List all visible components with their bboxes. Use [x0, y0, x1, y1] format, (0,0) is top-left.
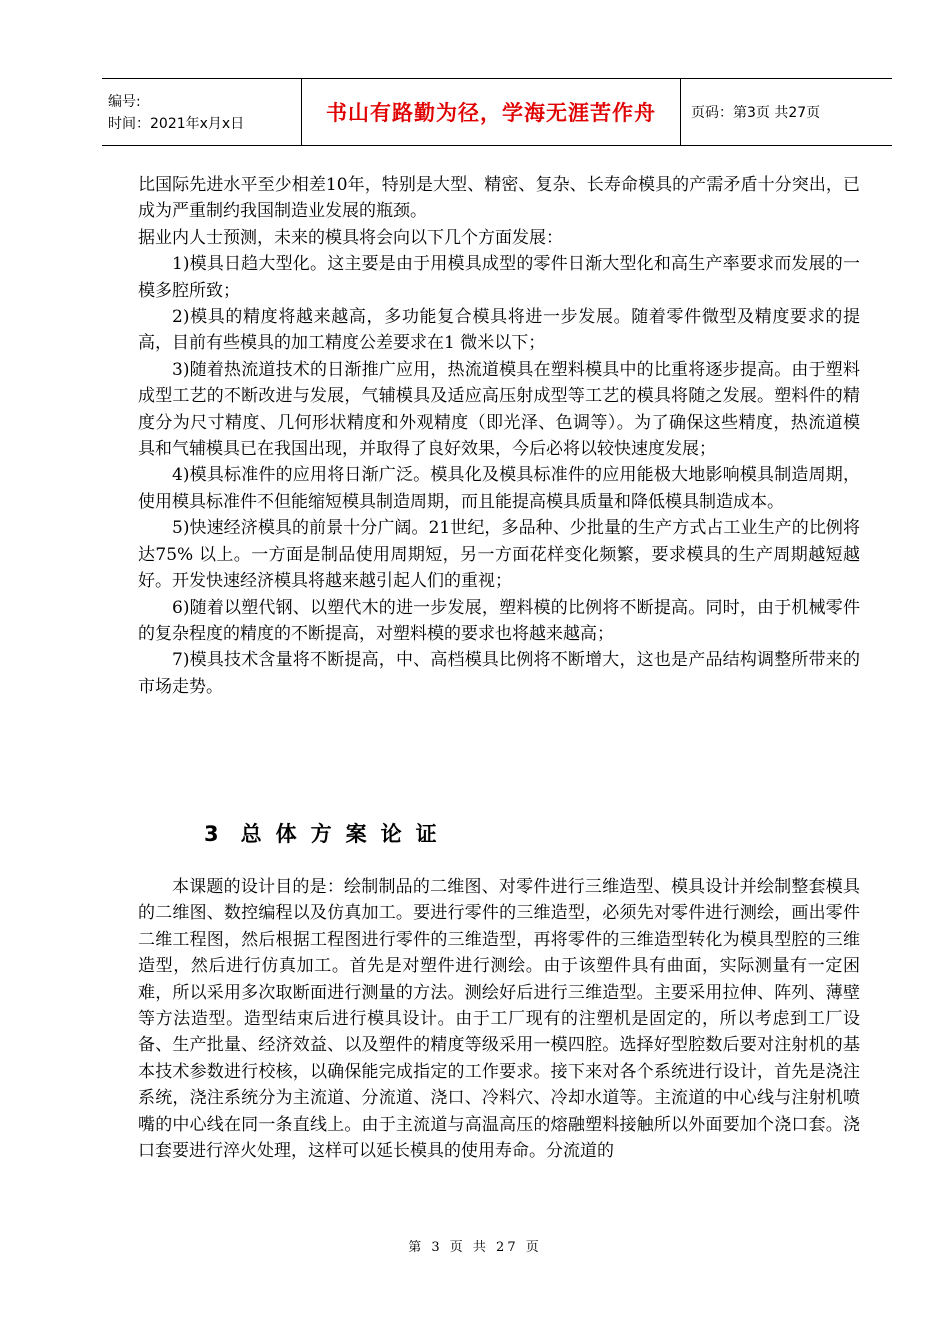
- time-label: 时间：2021年x月x日: [108, 116, 245, 132]
- list-item-paragraph: 1)模具日趋大型化。这主要是由于用模具成型的零件日渐大型化和高生产率要求而发展的一模多腔所致；: [138, 254, 860, 301]
- list-item-paragraph: 4)模具标准件的应用将日渐广泛。模具化及模具标准件的应用能极大地影响模具制造周期，使用模具标准件不但能缩短模具制造周期，而且能提高模具质量和降低模具制造成本。: [138, 465, 860, 512]
- list-item-paragraph: 7)模具技术含量将不断提高，中、高档模具比例将不断增大，这也是产品结构调整所带来的市场走势。: [138, 650, 860, 697]
- paragraph: 本课题的设计目的是：绘制制品的二维图、对零件进行三维造型、模具设计并绘制整套模具的二维图、数控编程以及仿真加工。要进行零件的三维造型，必须先对零件进行测绘，画出零件二维工程图，然后根据工程图进行零件的三维造型，再将零件的三维造型转化为模具型腔的三维造型，然后进行仿真加工。首先是对塑件进行测绘。由于该塑件具有曲面，实际测量有一定困难，所以采用多次取断面进行测量的方法。测绘好后进行三维造型。主要采用拉伸、阵列、薄壁等方法造型。造型结束后进行模具设计。由于工厂现有的注塑机是固定的，所以考虑到工厂设备、生产批量、经济效益、以及塑件的精度等级采用一模四腔。选择好型腔数后要对注射机的基本技术参数进行校核，以确保能完成指定的工作要求。接下来对各个系统进行设计，首先是浇注系统，浇注系统分为主流道、分流道、浇口、冷料穴、冷却水道等。主流道的中心线与注射机喷嘴的中心线在同一条直线上。由于主流道与高温高压的熔融塑料接触所以外面要加个浇口套。浇口套要进行淬火处理，这样可以延长模具的使用寿命。分流道的: [138, 877, 860, 1162]
- body-text: [138, 172, 860, 700]
- section-heading: [204, 818, 451, 848]
- section-body: [138, 874, 860, 1164]
- list-item-paragraph: 2)模具的精度将越来越高，多功能复合模具将进一步发展。随着零件微型及精度要求的提高，目前有些模具的加工精度公差要求在1 微米以下；: [138, 307, 860, 354]
- header-motto: 书山有路勤为径，学海无涯苦作舟: [302, 79, 681, 145]
- paragraph: 据业内人士预测，未来的模具将会向以下几个方面发展：: [138, 227, 563, 248]
- section-title: 总体方案论证: [240, 822, 451, 846]
- section-number: 3: [204, 822, 219, 846]
- number-label: 编号:: [108, 94, 141, 110]
- page-footer: 第 3 页 共 27 页: [408, 1240, 542, 1255]
- header-meta: [102, 79, 302, 145]
- list-item-paragraph: 3)随着热流道技术的日渐推广应用，热流道模具在塑料模具中的比重将逐步提高。由于塑料成型工艺的不断改进与发展，气辅模具及适应高压射成型等工艺的模具将随之发展。塑料件的精度分为尺寸精度、几何形状精度和外观精度（即光泽、色调等）。为了确保这些精度，热流道模具和气辅模具已在我国出现，并取得了良好效果，今后必将以较快速度发展；: [138, 359, 860, 460]
- paragraph: 比国际先进水平至少相差10年，特别是大型、精密、复杂、长寿命模具的产需矛盾十分突出，已成为严重制约我国制造业发展的瓶颈。: [138, 175, 860, 222]
- page-header: [102, 78, 892, 146]
- list-item-paragraph: 6)随着以塑代钢、以塑代木的进一步发展，塑料模的比例将不断提高。同时，由于机械零件的复杂程度的精度的不断提高，对塑料模的要求也将越来越高；: [138, 597, 860, 644]
- list-item-paragraph: 5)快速经济模具的前景十分广阔。21世纪，多品种、少批量的生产方式占工业生产的比例将达75% 以上。一方面是制品使用周期短，另一方面花样变化频繁，要求模具的生产周期越短越好。开发快速经济模具将越来越引起人们的重视；: [138, 518, 860, 592]
- header-page-info: 页码：第3页 共27页: [691, 105, 821, 121]
